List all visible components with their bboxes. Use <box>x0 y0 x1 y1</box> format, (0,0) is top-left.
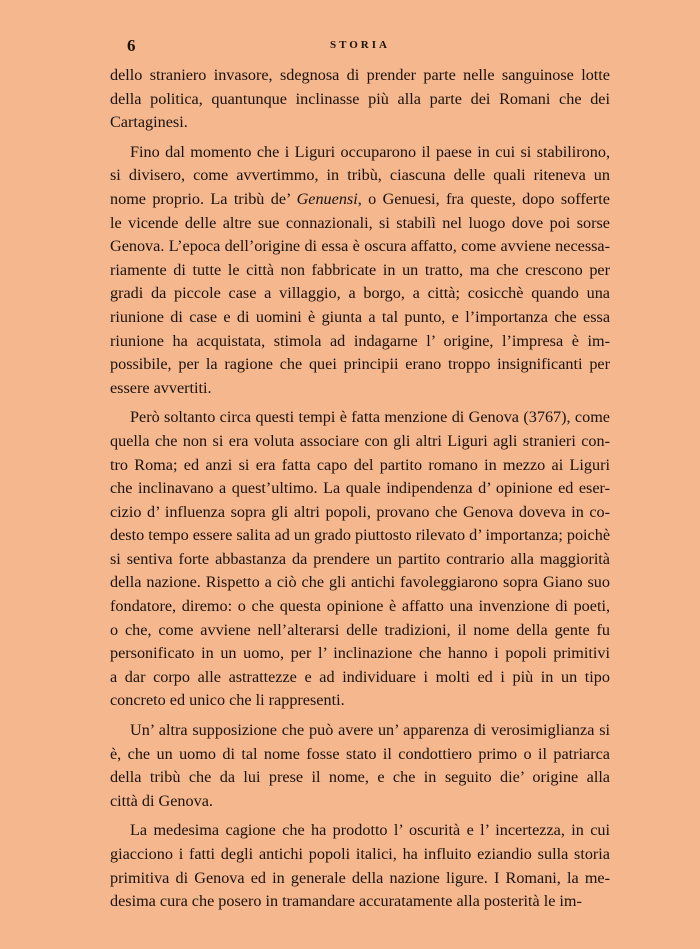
text-line: riamente di tutte le città non fabbricate in un tratto, ma che crescono per <box>110 260 610 279</box>
text-line: personificato in un uomo, per l’ inclinazione che hanno i popoli primitivi <box>110 644 610 663</box>
text-line: che inclinavano a quest’ultimo. La quale indipendenza d’ opinione ed eser- <box>110 479 610 498</box>
text-line: si sentiva forte abbastanza da prendere un partito contrario alla maggiorità <box>110 549 610 568</box>
text-line: o che, come avviene nell’alterarsi delle tradizioni, il nome della gente fu <box>110 620 610 639</box>
text-line: gradi da piccole case a villaggio, a borgo, a città; cosicchè quando una <box>110 284 610 303</box>
text-line: Un’ altra supposizione che può avere un’ apparenza di verosimiglianza si <box>130 721 610 740</box>
text-line: desima cura che posero in tramandare accuratamente alla posterità le im- <box>110 892 582 911</box>
text-line: città di Genova. <box>110 791 213 810</box>
text-line: dello straniero invasore, sdegnosa di prender parte nelle sanguinose lotte <box>110 66 610 84</box>
text-line: quella che non si era voluta associare con gli altri Liguri agli stranieri con- <box>110 431 610 450</box>
paragraph <box>110 406 610 713</box>
text-line: giacciono i fatti degli antichi popoli italici, ha influito eziandio sulla storia <box>110 845 610 863</box>
text-line: riunione ha acquistata, stimola ad indagarne l’ origine, l’impresa è im- <box>110 331 610 350</box>
text-line: è, che un uomo di tal nome fosse stato il condottiero primo o il patriarca <box>110 744 610 763</box>
text-line: essere avvertiti. <box>110 378 212 397</box>
italic-term: Genuensi <box>296 189 358 208</box>
text-line: le vicende delle altre sue connazionali, si stabilì nel luogo dove poi sorse <box>110 213 610 232</box>
text-line: della politica, quantunque inclinasse più alla parte dei Romani che dei <box>110 89 610 108</box>
paragraph <box>110 64 610 135</box>
text-line: fondatore, diremo: o che questa opinione è affatto una invenzione di poeti, <box>110 597 610 616</box>
text-line: Però soltanto circa questi tempi è fatta menzione di Genova (3767), come <box>130 408 610 427</box>
paragraph <box>110 719 610 813</box>
text-line: si divisero, come avvertimmo, in tribù, ciascuna delle quali riteneva un <box>110 166 610 185</box>
text-line: a dar corpo alle astrattezze e ad individuare i molti ed i più in un tipo <box>110 667 610 686</box>
text-line: nome proprio. La tribù de’ Genuensi, o Genuesi, fra queste, dopo sofferte <box>110 189 610 208</box>
paragraph <box>110 819 610 913</box>
text-line: possibile, per la ragione che quei principii erano troppo insignificanti per <box>110 355 610 374</box>
text-line: concreto ed unico che li rappresenti. <box>110 691 345 710</box>
text-line: Fino dal momento che i Liguri occuparono il paese in cui si stabilirono, <box>130 142 610 161</box>
running-head <box>110 36 610 56</box>
paragraph <box>110 141 610 401</box>
text-line: della nazione. Rispetto a ciò che gli antichi favoleggiarono sopra Giano suo <box>110 573 610 592</box>
text-line: desto tempo essere salita ad un grado piuttosto rilevato d’ importanza; poichè <box>110 526 611 545</box>
text-line: riunione di case e di uomini è giunta a tal punto, e l’importanza che essa <box>110 307 610 326</box>
text-line: cizio d’ influenza sopra gli altri popoli, provano che Genova doveva in co- <box>110 502 610 521</box>
text-line: Genova. L’epoca dell’origine di essa è oscura affatto, come avviene necessa- <box>110 237 610 256</box>
text-line: La medesima cagione che ha prodotto l’ oscurità e l’ incertezza, in cui <box>130 821 610 840</box>
text-line: primitiva di Genova ed in generale della nazione ligure. I Romani, la me- <box>110 868 610 887</box>
body-text <box>110 64 610 914</box>
text-line: della tribù che da lui prese il nome, e che in seguito die’ origine alla <box>110 768 610 787</box>
text-line: tro Roma; ed anzi si era fatta capo del partito romano in mezzo ai Liguri <box>110 455 610 474</box>
text-line: Cartaginesi. <box>110 113 188 132</box>
page-number: 6 <box>127 36 136 55</box>
running-title: STORIA <box>330 39 390 51</box>
